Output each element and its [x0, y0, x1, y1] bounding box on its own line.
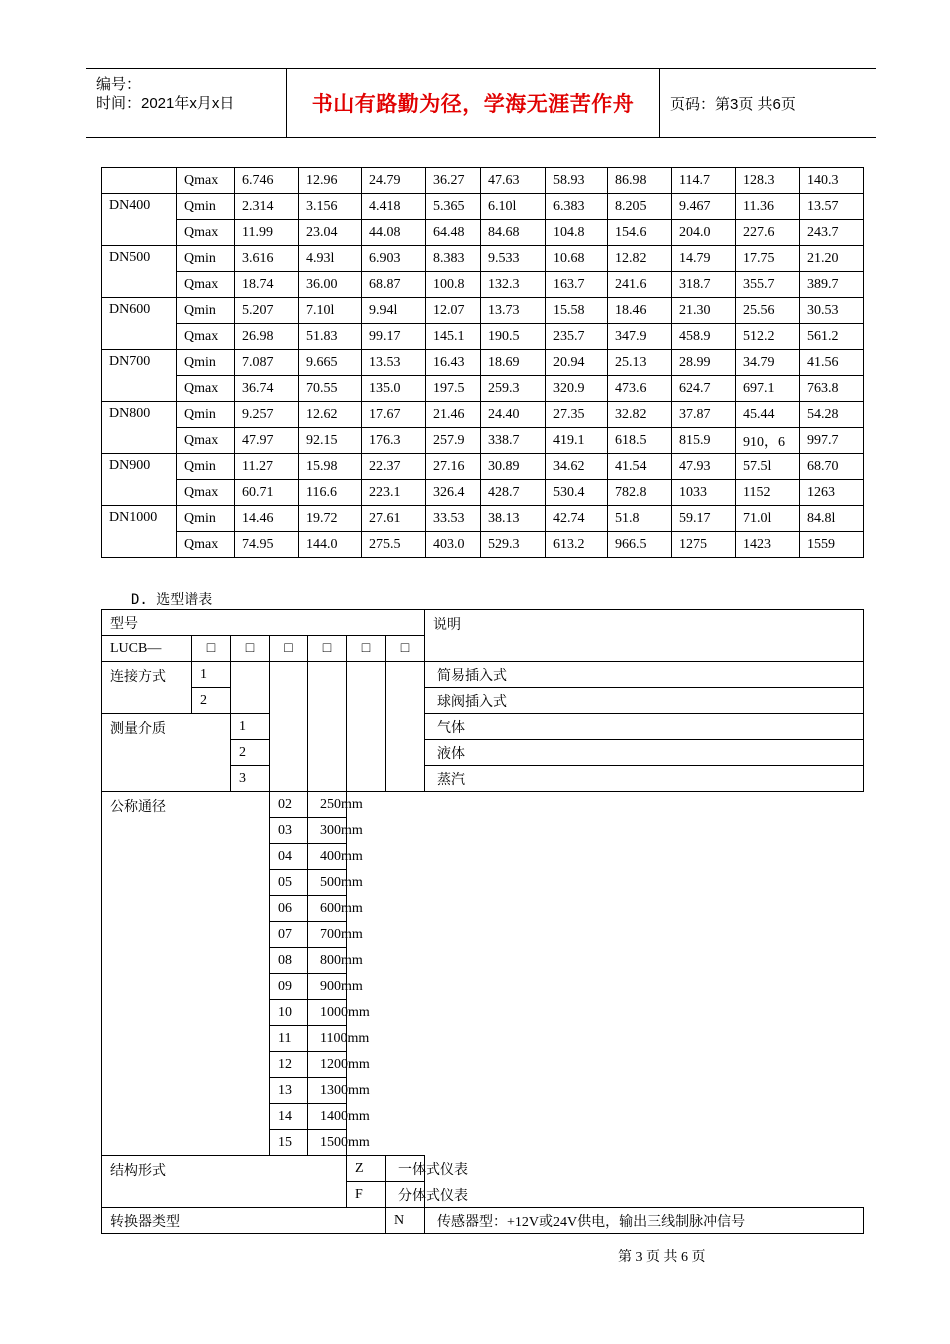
flow-value-cell: 2.314 — [235, 194, 299, 220]
flow-value-cell: 21.20 — [800, 246, 864, 272]
flow-value-cell: 68.70 — [800, 454, 864, 480]
flow-value-cell: 12.82 — [608, 246, 672, 272]
flow-value-cell: 15.58 — [546, 298, 608, 324]
diameter-code: 06 — [270, 896, 308, 922]
page-label: 页码：第3页 共6页 — [670, 95, 796, 113]
connection-row — [102, 662, 864, 688]
flow-value-cell: 25.56 — [736, 298, 800, 324]
dn-cell: DN900 — [102, 454, 177, 506]
flow-value-cell: 257.9 — [426, 428, 481, 454]
flow-value-cell: 4.93l — [299, 246, 362, 272]
flow-value-cell: 128.3 — [736, 168, 800, 194]
flow-row — [102, 168, 864, 194]
flow-value-cell: 6.903 — [362, 246, 426, 272]
flow-row — [102, 428, 864, 454]
flow-type-label: Qmax — [177, 480, 235, 506]
flow-value-cell: 34.79 — [736, 350, 800, 376]
flow-row — [102, 350, 864, 376]
motto-text: 书山有路勤为径，学海无涯苦作舟 — [311, 92, 635, 116]
diameter-code: 09 — [270, 974, 308, 1000]
flow-value-cell: 428.7 — [481, 480, 546, 506]
flow-row — [102, 298, 864, 324]
flow-type-label: Qmax — [177, 428, 235, 454]
flow-value-cell: 30.53 — [800, 298, 864, 324]
flow-value-cell: 5.207 — [235, 298, 299, 324]
flow-type-label: Qmax — [177, 532, 235, 558]
medium-desc: 气体 — [425, 714, 864, 740]
flow-value-cell: 32.82 — [608, 402, 672, 428]
page-header — [86, 68, 876, 138]
dn-cell — [102, 168, 177, 194]
blank-cell — [231, 662, 270, 714]
flow-value-cell: 12.96 — [299, 168, 362, 194]
flow-value-cell: 84.68 — [481, 220, 546, 246]
model-header-row — [102, 610, 864, 636]
flow-value-cell: 241.6 — [608, 272, 672, 298]
diameter-label: 公称通径 — [102, 792, 270, 1156]
diameter-desc: 600mm — [308, 896, 347, 922]
flow-value-cell: 11.36 — [736, 194, 800, 220]
flow-row — [102, 480, 864, 506]
connection-label: 连接方式 — [102, 662, 192, 714]
flow-value-cell: 25.13 — [608, 350, 672, 376]
diameter-code: 10 — [270, 1000, 308, 1026]
flow-value-cell: 34.62 — [546, 454, 608, 480]
flow-value-cell: 100.8 — [426, 272, 481, 298]
flow-value-cell: 6.10l — [481, 194, 546, 220]
flow-value-cell: 144.0 — [299, 532, 362, 558]
flow-type-label: Qmin — [177, 506, 235, 532]
flow-value-cell: 1263 — [800, 480, 864, 506]
flow-value-cell: 114.7 — [672, 168, 736, 194]
diameter-code: 02 — [270, 792, 308, 818]
flow-type-label: Qmin — [177, 402, 235, 428]
flow-row — [102, 506, 864, 532]
diameter-desc: 300mm — [308, 818, 347, 844]
flow-value-cell: 60.71 — [235, 480, 299, 506]
flow-value-cell: 338.7 — [481, 428, 546, 454]
model-prefix: LUCB— — [102, 636, 192, 662]
flow-value-cell: 347.9 — [608, 324, 672, 350]
doc-number-label: 编号： — [96, 76, 142, 93]
flow-value-cell: 618.5 — [608, 428, 672, 454]
medium-desc: 蒸汽 — [425, 766, 864, 792]
diameter-desc: 250mm — [308, 792, 347, 818]
diameter-code: 14 — [270, 1104, 308, 1130]
flow-value-cell: 99.17 — [362, 324, 426, 350]
flow-value-cell: 4.418 — [362, 194, 426, 220]
flow-value-cell: 28.99 — [672, 350, 736, 376]
flow-value-cell: 326.4 — [426, 480, 481, 506]
flow-value-cell: 51.83 — [299, 324, 362, 350]
flow-value-cell: 17.67 — [362, 402, 426, 428]
flow-type-label: Qmax — [177, 272, 235, 298]
flow-value-cell: 419.1 — [546, 428, 608, 454]
flow-value-cell: 458.9 — [672, 324, 736, 350]
flow-value-cell: 84.8l — [800, 506, 864, 532]
flow-value-cell: 41.56 — [800, 350, 864, 376]
structure-desc: 分体式仪表 — [386, 1182, 425, 1208]
dn-cell: DN800 — [102, 402, 177, 454]
flow-value-cell: 6.383 — [546, 194, 608, 220]
flow-value-cell: 8.383 — [426, 246, 481, 272]
flow-value-cell: 26.98 — [235, 324, 299, 350]
flow-value-cell: 71.0l — [736, 506, 800, 532]
flow-value-cell: 154.6 — [608, 220, 672, 246]
flow-value-cell: 45.44 — [736, 402, 800, 428]
flow-value-cell: 41.54 — [608, 454, 672, 480]
medium-label: 测量介质 — [102, 714, 231, 792]
converter-row — [102, 1208, 864, 1234]
diameter-code: 05 — [270, 870, 308, 896]
flow-value-cell: 13.73 — [481, 298, 546, 324]
diameter-desc: 800mm — [308, 948, 347, 974]
flow-value-cell: 1152 — [736, 480, 800, 506]
flow-value-cell: 6.746 — [235, 168, 299, 194]
flow-value-cell: 5.365 — [426, 194, 481, 220]
flow-value-cell: 190.5 — [481, 324, 546, 350]
flow-value-cell: 1559 — [800, 532, 864, 558]
flow-value-cell: 24.79 — [362, 168, 426, 194]
flow-value-cell: 68.87 — [362, 272, 426, 298]
flow-value-cell: 8.205 — [608, 194, 672, 220]
medium-code: 3 — [231, 766, 270, 792]
flow-value-cell: 19.72 — [299, 506, 362, 532]
flow-type-label: Qmin — [177, 298, 235, 324]
header-meta — [86, 69, 287, 137]
flow-value-cell: 163.7 — [546, 272, 608, 298]
diameter-code: 12 — [270, 1052, 308, 1078]
dn-cell: DN1000 — [102, 506, 177, 558]
diameter-desc: 1200mm — [308, 1052, 347, 1078]
section-title: D. 选型谱表 — [131, 592, 213, 608]
blank-cell — [386, 662, 425, 792]
diameter-desc: 1300mm — [308, 1078, 347, 1104]
diameter-code: 11 — [270, 1026, 308, 1052]
diameter-desc: 1000mm — [308, 1000, 347, 1026]
flow-value-cell: 9.665 — [299, 350, 362, 376]
blank-cell — [308, 662, 347, 792]
flow-value-cell: 9.257 — [235, 402, 299, 428]
flow-value-cell: 42.74 — [546, 506, 608, 532]
diameter-code: 08 — [270, 948, 308, 974]
flow-value-cell: 27.35 — [546, 402, 608, 428]
code-box-3: □ — [270, 636, 308, 662]
dn-cell: DN700 — [102, 350, 177, 402]
flow-value-cell: 86.98 — [608, 168, 672, 194]
flow-row — [102, 402, 864, 428]
flow-value-cell: 473.6 — [608, 376, 672, 402]
flow-value-cell: 92.15 — [299, 428, 362, 454]
flow-value-cell: 997.7 — [800, 428, 864, 454]
dn-cell: DN400 — [102, 194, 177, 246]
flow-value-cell: 223.1 — [362, 480, 426, 506]
flow-value-cell: 613.2 — [546, 532, 608, 558]
flow-value-cell: 3.616 — [235, 246, 299, 272]
flow-value-cell: 9.94l — [362, 298, 426, 324]
header-motto-cell — [287, 69, 660, 137]
flow-type-label: Qmin — [177, 194, 235, 220]
diameter-code: 07 — [270, 922, 308, 948]
converter-code: N — [386, 1208, 425, 1234]
diameter-code: 04 — [270, 844, 308, 870]
flow-value-cell: 14.46 — [235, 506, 299, 532]
flow-value-cell: 1423 — [736, 532, 800, 558]
structure-desc: 一体式仪表 — [386, 1156, 425, 1182]
flow-value-cell: 275.5 — [362, 532, 426, 558]
connection-row — [102, 688, 864, 714]
flow-value-cell: 33.53 — [426, 506, 481, 532]
flow-value-cell: 18.46 — [608, 298, 672, 324]
flow-value-cell: 320.9 — [546, 376, 608, 402]
flow-value-cell: 624.7 — [672, 376, 736, 402]
doc-time-label: 时间：2021年x月x日 — [96, 95, 235, 112]
flow-value-cell: 11.99 — [235, 220, 299, 246]
blank-cell — [347, 662, 386, 792]
flow-row — [102, 376, 864, 402]
flow-value-cell: 197.5 — [426, 376, 481, 402]
flow-row — [102, 532, 864, 558]
converter-label: 转换器类型 — [102, 1208, 386, 1234]
diameter-desc: 900mm — [308, 974, 347, 1000]
flow-value-cell: 47.93 — [672, 454, 736, 480]
flow-value-cell: 24.40 — [481, 402, 546, 428]
flow-value-cell: 145.1 — [426, 324, 481, 350]
dn-cell: DN600 — [102, 298, 177, 350]
flow-type-label: Qmin — [177, 350, 235, 376]
flow-value-cell: 1033 — [672, 480, 736, 506]
flow-value-cell: 27.16 — [426, 454, 481, 480]
flow-value-cell: 135.0 — [362, 376, 426, 402]
flow-value-cell: 132.3 — [481, 272, 546, 298]
model-header: 型号 — [102, 610, 425, 636]
flow-value-cell: 12.62 — [299, 402, 362, 428]
diameter-desc: 1400mm — [308, 1104, 347, 1130]
flow-value-cell: 13.57 — [800, 194, 864, 220]
flow-value-cell: 403.0 — [426, 532, 481, 558]
flow-row — [102, 324, 864, 350]
diameter-desc: 1100mm — [308, 1026, 347, 1052]
blank-cell — [270, 662, 308, 792]
flow-value-cell: 529.3 — [481, 532, 546, 558]
flow-value-cell: 70.55 — [299, 376, 362, 402]
flow-row — [102, 194, 864, 220]
flow-value-cell: 37.87 — [672, 402, 736, 428]
diameter-code: 03 — [270, 818, 308, 844]
flow-value-cell: 235.7 — [546, 324, 608, 350]
flow-row — [102, 272, 864, 298]
flow-value-cell: 530.4 — [546, 480, 608, 506]
flow-value-cell: 17.75 — [736, 246, 800, 272]
medium-row — [102, 714, 864, 740]
flow-value-cell: 21.30 — [672, 298, 736, 324]
flow-value-cell: 9.533 — [481, 246, 546, 272]
flow-value-cell: 20.94 — [546, 350, 608, 376]
flow-value-cell: 51.8 — [608, 506, 672, 532]
flow-value-cell: 16.43 — [426, 350, 481, 376]
flow-value-cell: 966.5 — [608, 532, 672, 558]
flow-value-cell: 23.04 — [299, 220, 362, 246]
flow-type-label: Qmin — [177, 246, 235, 272]
header-page-cell — [660, 69, 876, 137]
flow-value-cell: 36.00 — [299, 272, 362, 298]
medium-desc: 液体 — [425, 740, 864, 766]
flow-value-cell: 30.89 — [481, 454, 546, 480]
flow-value-cell: 27.61 — [362, 506, 426, 532]
flow-value-cell: 1275 — [672, 532, 736, 558]
dn-cell: DN500 — [102, 246, 177, 298]
flow-value-cell: 18.69 — [481, 350, 546, 376]
flow-row — [102, 246, 864, 272]
code-box-1: □ — [192, 636, 231, 662]
desc-header: 说明 — [425, 610, 864, 662]
diameter-desc: 700mm — [308, 922, 347, 948]
flow-value-cell: 140.3 — [800, 168, 864, 194]
flow-row — [102, 220, 864, 246]
flow-value-cell: 13.53 — [362, 350, 426, 376]
structure-row — [102, 1156, 864, 1182]
flow-value-cell: 910，6 — [736, 428, 800, 454]
connection-code: 1 — [192, 662, 231, 688]
flow-value-cell: 21.46 — [426, 402, 481, 428]
flow-value-cell: 57.5l — [736, 454, 800, 480]
flow-value-cell: 15.98 — [299, 454, 362, 480]
flow-value-cell: 763.8 — [800, 376, 864, 402]
flow-value-cell: 561.2 — [800, 324, 864, 350]
flow-value-cell: 815.9 — [672, 428, 736, 454]
flow-value-cell: 7.087 — [235, 350, 299, 376]
flow-value-cell: 318.7 — [672, 272, 736, 298]
page-footer: 第 3 页 共 6 页 — [618, 1250, 706, 1265]
code-box-4: □ — [308, 636, 347, 662]
flow-value-cell: 58.93 — [546, 168, 608, 194]
flow-type-label: Qmax — [177, 168, 235, 194]
flow-value-cell: 12.07 — [426, 298, 481, 324]
flow-value-cell: 36.27 — [426, 168, 481, 194]
flow-value-cell: 697.1 — [736, 376, 800, 402]
flow-value-cell: 54.28 — [800, 402, 864, 428]
flow-value-cell: 14.79 — [672, 246, 736, 272]
flow-type-label: Qmin — [177, 454, 235, 480]
connection-desc: 球阀插入式 — [425, 688, 864, 714]
code-box-5: □ — [347, 636, 386, 662]
diameter-desc: 400mm — [308, 844, 347, 870]
flow-value-cell: 512.2 — [736, 324, 800, 350]
flow-value-cell: 11.27 — [235, 454, 299, 480]
diameter-code: 13 — [270, 1078, 308, 1104]
flow-value-cell: 116.6 — [299, 480, 362, 506]
flow-value-cell: 243.7 — [800, 220, 864, 246]
flow-value-cell: 47.97 — [235, 428, 299, 454]
flow-value-cell: 204.0 — [672, 220, 736, 246]
flow-value-cell: 782.8 — [608, 480, 672, 506]
diameter-desc: 500mm — [308, 870, 347, 896]
flow-value-cell: 36.74 — [235, 376, 299, 402]
flow-type-label: Qmax — [177, 324, 235, 350]
diameter-code: 15 — [270, 1130, 308, 1156]
flow-value-cell: 176.3 — [362, 428, 426, 454]
connection-code: 2 — [192, 688, 231, 714]
flow-value-cell: 38.13 — [481, 506, 546, 532]
code-box-6: □ — [386, 636, 425, 662]
flow-value-cell: 259.3 — [481, 376, 546, 402]
flow-type-label: Qmax — [177, 220, 235, 246]
flow-value-cell: 64.48 — [426, 220, 481, 246]
flow-row — [102, 454, 864, 480]
flow-value-cell: 389.7 — [800, 272, 864, 298]
code-box-2: □ — [231, 636, 270, 662]
diameter-row — [102, 792, 864, 818]
medium-code: 2 — [231, 740, 270, 766]
flow-value-cell: 18.74 — [235, 272, 299, 298]
flow-range-table — [101, 167, 864, 558]
diameter-desc: 1500mm — [308, 1130, 347, 1156]
flow-type-label: Qmax — [177, 376, 235, 402]
flow-value-cell: 227.6 — [736, 220, 800, 246]
structure-code: Z — [347, 1156, 386, 1182]
flow-value-cell: 10.68 — [546, 246, 608, 272]
medium-code: 1 — [231, 714, 270, 740]
flow-value-cell: 355.7 — [736, 272, 800, 298]
flow-value-cell: 9.467 — [672, 194, 736, 220]
structure-code: F — [347, 1182, 386, 1208]
selection-table — [101, 609, 864, 1234]
flow-value-cell: 59.17 — [672, 506, 736, 532]
connection-desc: 简易插入式 — [425, 662, 864, 688]
flow-value-cell: 7.10l — [299, 298, 362, 324]
flow-value-cell: 44.08 — [362, 220, 426, 246]
structure-label: 结构形式 — [102, 1156, 347, 1208]
flow-value-cell: 47.63 — [481, 168, 546, 194]
flow-value-cell: 74.95 — [235, 532, 299, 558]
flow-value-cell: 104.8 — [546, 220, 608, 246]
flow-value-cell: 22.37 — [362, 454, 426, 480]
flow-value-cell: 3.156 — [299, 194, 362, 220]
converter-desc: 传感器型：+12V或24V供电，输出三线制脉冲信号 — [425, 1208, 864, 1234]
